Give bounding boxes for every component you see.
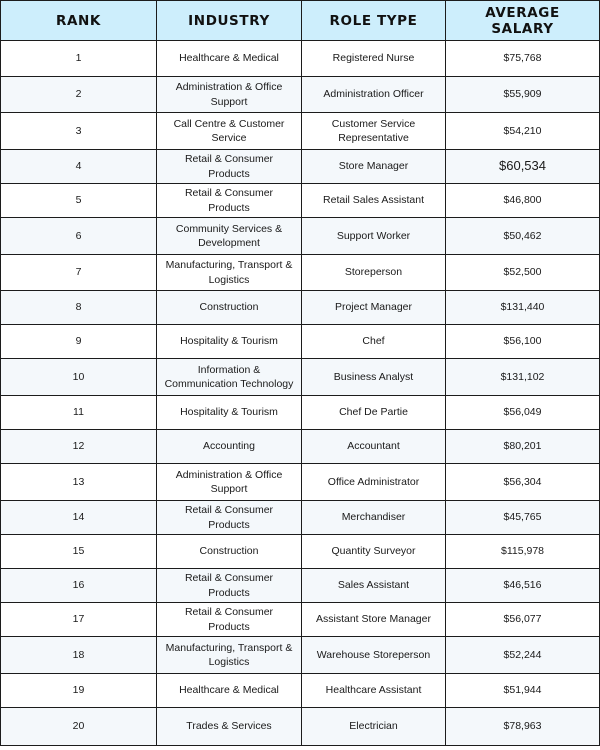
salary-cell: $54,210 [446, 113, 600, 150]
role-cell: Chef [302, 325, 446, 359]
role-cell: Chef De Partie [302, 396, 446, 430]
table-body [1, 41, 600, 746]
rank-cell: 17 [1, 603, 157, 637]
salary-cell: $131,440 [446, 291, 600, 325]
rank-cell: 19 [1, 674, 157, 708]
rank-cell: 2 [1, 77, 157, 113]
industry-cell: Community Services & Development [157, 218, 302, 255]
role-cell: Warehouse Storeperson [302, 637, 446, 674]
industry-cell: Retail & Consumer Products [157, 569, 302, 603]
salary-cell: $78,963 [446, 708, 600, 746]
role-cell: Retail Sales Assistant [302, 184, 446, 218]
salary-cell: $50,462 [446, 218, 600, 255]
rank-cell: 16 [1, 569, 157, 603]
role-cell: Storeperson [302, 255, 446, 291]
rank-cell: 1 [1, 41, 157, 77]
industry-cell: Administration & Office Support [157, 77, 302, 113]
header-rank: RANK [1, 1, 157, 41]
table-row [1, 77, 600, 113]
role-cell: Quantity Surveyor [302, 535, 446, 569]
industry-cell: Retail & Consumer Products [157, 603, 302, 637]
table-row [1, 535, 600, 569]
industry-cell: Trades & Services [157, 708, 302, 746]
salary-cell: $46,516 [446, 569, 600, 603]
header-industry: INDUSTRY [157, 1, 302, 41]
role-cell: Business Analyst [302, 359, 446, 396]
rank-cell: 7 [1, 255, 157, 291]
role-cell: Administration Officer [302, 77, 446, 113]
table-row [1, 218, 600, 255]
rank-cell: 8 [1, 291, 157, 325]
industry-cell: Hospitality & Tourism [157, 396, 302, 430]
role-cell: Office Administrator [302, 464, 446, 501]
rank-cell: 4 [1, 150, 157, 184]
salary-cell: $131,102 [446, 359, 600, 396]
role-cell: Registered Nurse [302, 41, 446, 77]
table-header [1, 1, 600, 41]
industry-cell: Call Centre & Customer Service [157, 113, 302, 150]
table-row [1, 325, 600, 359]
rank-cell: 10 [1, 359, 157, 396]
salary-cell: $75,768 [446, 41, 600, 77]
industry-cell: Construction [157, 535, 302, 569]
rank-cell: 11 [1, 396, 157, 430]
header-average-salary: AVERAGE SALARY [446, 1, 600, 41]
industry-cell: Healthcare & Medical [157, 41, 302, 77]
rank-cell: 12 [1, 430, 157, 464]
role-cell: Electrician [302, 708, 446, 746]
industry-cell: Construction [157, 291, 302, 325]
salary-cell: $56,304 [446, 464, 600, 501]
industry-cell: Accounting [157, 430, 302, 464]
rank-cell: 18 [1, 637, 157, 674]
table-row [1, 291, 600, 325]
table-row [1, 359, 600, 396]
table-row [1, 430, 600, 464]
table-row [1, 184, 600, 218]
rank-cell: 13 [1, 464, 157, 501]
role-cell: Assistant Store Manager [302, 603, 446, 637]
salary-cell: $52,500 [446, 255, 600, 291]
salary-cell: $60,534 [446, 150, 600, 184]
rank-cell: 6 [1, 218, 157, 255]
role-cell: Healthcare Assistant [302, 674, 446, 708]
salary-cell: $115,978 [446, 535, 600, 569]
industry-cell: Retail & Consumer Products [157, 184, 302, 218]
role-cell: Project Manager [302, 291, 446, 325]
rank-cell: 5 [1, 184, 157, 218]
industry-cell: Manufacturing, Transport & Logistics [157, 637, 302, 674]
role-cell: Customer Service Representative [302, 113, 446, 150]
table-row [1, 464, 600, 501]
industry-cell: Manufacturing, Transport & Logistics [157, 255, 302, 291]
salary-cell: $56,100 [446, 325, 600, 359]
industry-cell: Hospitality & Tourism [157, 325, 302, 359]
salary-cell: $56,049 [446, 396, 600, 430]
salary-cell: $45,765 [446, 501, 600, 535]
industry-cell: Information & Communication Technology [157, 359, 302, 396]
role-cell: Support Worker [302, 218, 446, 255]
table-row [1, 150, 600, 184]
industry-cell: Retail & Consumer Products [157, 501, 302, 535]
header-role-type: ROLE TYPE [302, 1, 446, 41]
table-row [1, 603, 600, 637]
rank-cell: 3 [1, 113, 157, 150]
table-row [1, 41, 600, 77]
table-row [1, 637, 600, 674]
salary-cell: $51,944 [446, 674, 600, 708]
table-row [1, 113, 600, 150]
header-row [1, 1, 600, 41]
role-cell: Accountant [302, 430, 446, 464]
table-row [1, 708, 600, 746]
role-cell: Merchandiser [302, 501, 446, 535]
role-cell: Store Manager [302, 150, 446, 184]
table-row [1, 569, 600, 603]
table-row [1, 674, 600, 708]
table-row [1, 255, 600, 291]
industry-cell: Healthcare & Medical [157, 674, 302, 708]
table-row [1, 501, 600, 535]
table-row [1, 396, 600, 430]
salary-cell: $46,800 [446, 184, 600, 218]
salary-cell: $80,201 [446, 430, 600, 464]
industry-cell: Retail & Consumer Products [157, 150, 302, 184]
role-cell: Sales Assistant [302, 569, 446, 603]
salary-cell: $56,077 [446, 603, 600, 637]
rank-cell: 20 [1, 708, 157, 746]
industry-cell: Administration & Office Support [157, 464, 302, 501]
rank-cell: 14 [1, 501, 157, 535]
rank-cell: 9 [1, 325, 157, 359]
salary-cell: $52,244 [446, 637, 600, 674]
salary-cell: $55,909 [446, 77, 600, 113]
rank-cell: 15 [1, 535, 157, 569]
